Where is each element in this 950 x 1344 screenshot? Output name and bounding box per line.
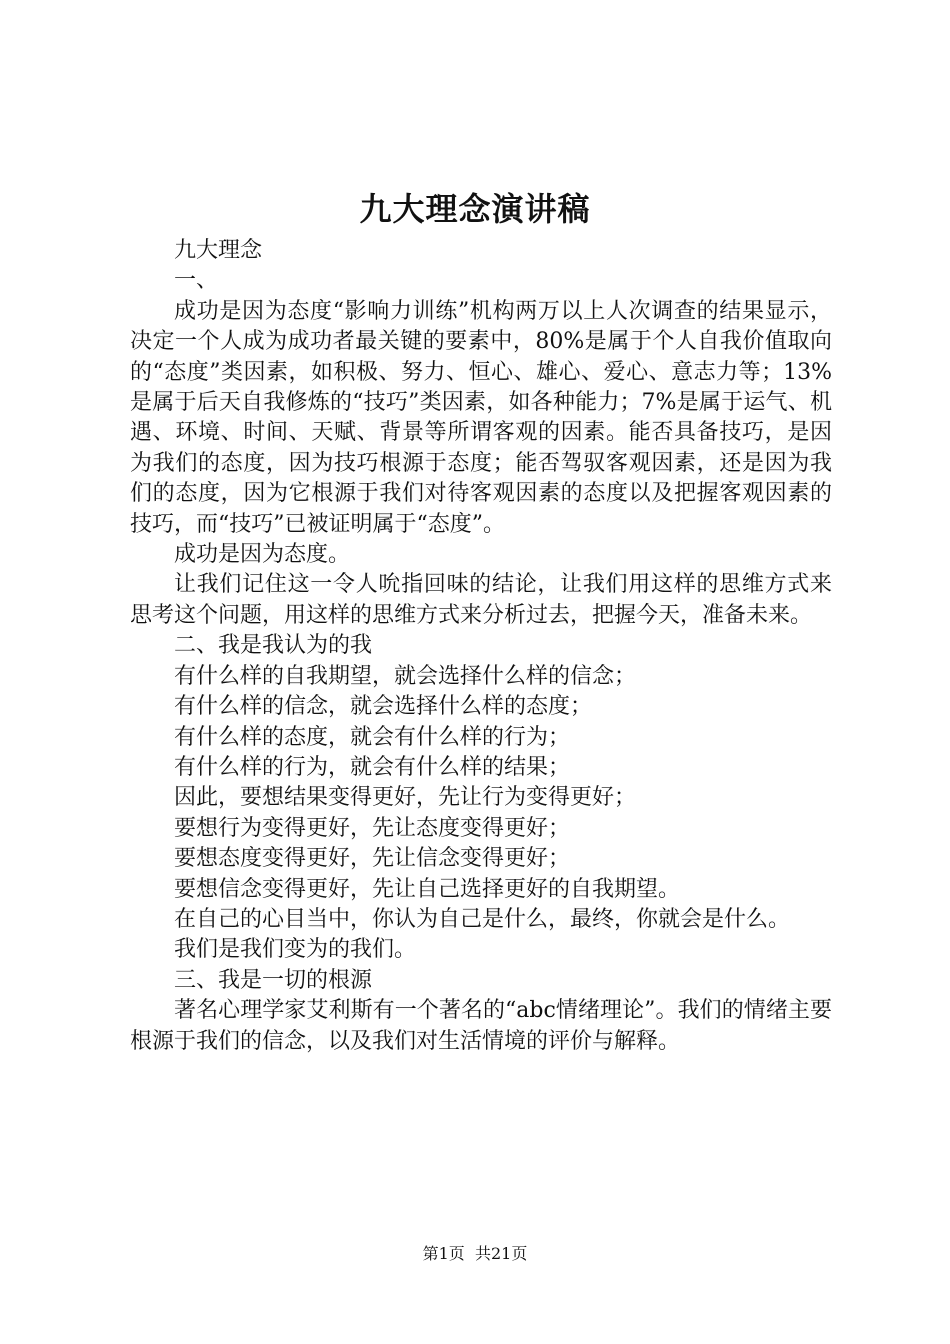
paragraph: 有什么样的行为，就会有什么样的结果；: [174, 754, 571, 780]
page-footer: [0, 1242, 950, 1266]
paragraph: 因此，要想结果变得更好，先让行为变得更好；: [174, 785, 637, 811]
paragraph: 有什么样的信念，就会选择什么样的态度；: [174, 694, 593, 720]
paragraph: 一、: [174, 268, 219, 294]
section-heading: 三、我是一切的根源: [174, 967, 373, 993]
paragraph: 让我们记住这一令人吮指回味的结论，让我们用这样的思维方式来思考这个问题，用这样的思维方式来分析过去，把握今天，准备未来。: [130, 572, 832, 628]
page-number: 第1页: [422, 1244, 465, 1263]
paragraph: 我们是我们变为的我们。: [174, 937, 417, 963]
document-body: [130, 236, 832, 1057]
paragraph: 九大理念: [174, 238, 263, 263]
paragraph: 有什么样的自我期望，就会选择什么样的信念；: [174, 663, 637, 689]
paragraph: 有什么样的态度，就会有什么样的行为；: [174, 724, 571, 750]
paragraph: 在自己的心目当中，你认为自己是什么，最终，你就会是什么。: [174, 906, 791, 932]
paragraph: 成功是因为态度“影响力训练”机构两万以上人次调查的结果显示，决定一个人成为成功者最关键的要素中，80%是属于个人自我价值取向的“态度”类因素，如积极、努力、恒心、雄心、爱心、意志力等；13%是属于后天自我修炼的“技巧”类因素，如各种能力；7%是属于运气、机遇、环境、时间、天赋、背景等所谓客观的因素。能否具备技巧，是因为我们的态度，因为技巧根源于态度；能否驾驭客观因素，还是因为我们的态度，因为它根源于我们对待客观因素的态度以及把握客观因素的技巧，而“技巧”已被证明属于“态度”。: [130, 298, 832, 537]
paragraph: 成功是因为态度。: [174, 542, 351, 568]
section-heading: 二、我是我认为的我: [174, 633, 373, 659]
page-total: 共21页: [474, 1244, 528, 1263]
paragraph: 要想行为变得更好，先让态度变得更好；: [174, 815, 571, 841]
paragraph: 著名心理学家艾利斯有一个著名的“abc情绪理论”。我们的情绪主要根源于我们的信念，以及我们对生活情境的评价与解释。: [130, 998, 832, 1054]
paragraph: 要想信念变得更好，先让自己选择更好的自我期望。: [174, 876, 681, 902]
paragraph: 要想态度变得更好，先让信念变得更好；: [174, 846, 571, 872]
document-title: 九大理念演讲稿: [359, 190, 591, 228]
